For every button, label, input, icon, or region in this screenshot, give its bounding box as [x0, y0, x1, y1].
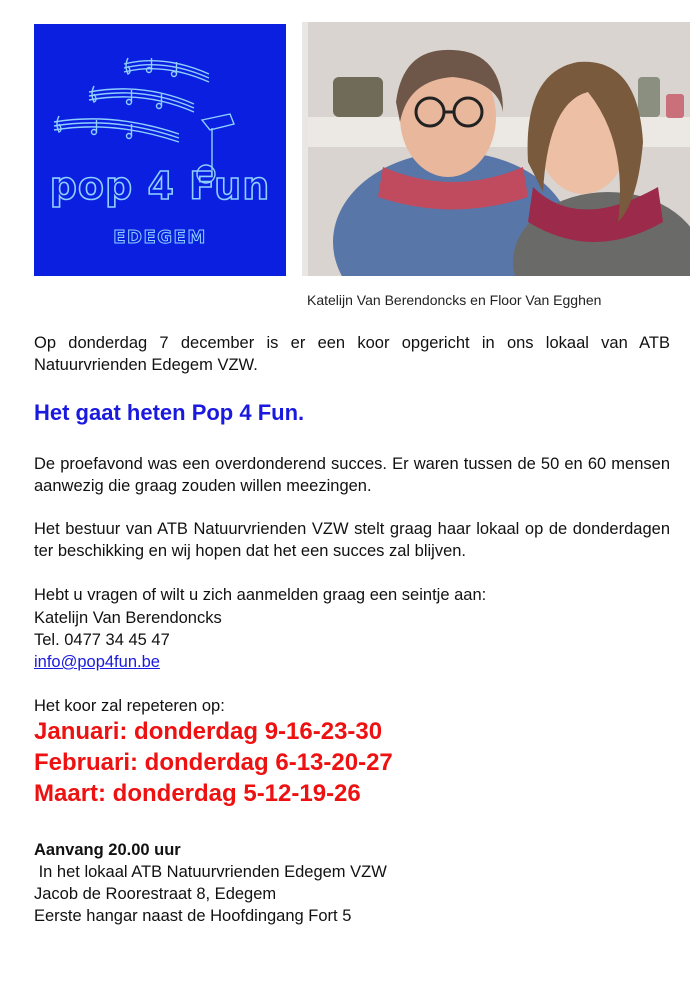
schedule-intro: Het koor zal repeteren op: — [34, 697, 225, 715]
start-time: Aanvang 20.00 uur — [34, 841, 181, 859]
street-address: Jacob de Roorestraat 8, Edegem — [34, 885, 277, 903]
headline: Het gaat heten Pop 4 Fun. — [34, 400, 305, 425]
location-hint: Eerste hangar naast de Hoofdingang Fort 5 — [34, 907, 352, 925]
venue: In het lokaal ATB Natuurvrienden Edegem VZW — [34, 863, 387, 881]
contact-name: Katelijn Van Berendoncks — [34, 609, 222, 627]
logo-title: pop 4 Fun — [49, 164, 271, 208]
photo — [302, 22, 690, 276]
logo-subtitle: EDEGEM — [113, 227, 207, 248]
photo-caption: Katelijn Van Berendoncks en Floor Van Egghen — [307, 292, 602, 308]
schedule-february: Februari: donderdag 6-13-20-27 — [34, 749, 393, 776]
contact-email-link[interactable]: info@pop4fun.be — [34, 653, 160, 671]
contact-email-row — [34, 651, 160, 673]
schedule-march: Maart: donderdag 5-12-19-26 — [34, 780, 361, 807]
intro-paragraph: Op donderdag 7 december is er een koor opgericht in ons lokaal van ATB Natuurvrienden Edegem VZW. — [34, 334, 670, 374]
board-paragraph: Het bestuur van ATB Natuurvrienden VZW stelt graag haar lokaal op de donderdagen ter beschikking en wij hopen dat het een succes zal blijven. — [34, 520, 670, 560]
pop4fun-logo — [34, 24, 286, 276]
portrait-photo — [308, 22, 690, 276]
success-paragraph: De proefavond was een overdonderend succes. Er waren tussen de 50 en 60 mensen aanwezig die graag zouden willen meezingen. — [34, 455, 670, 495]
contact-phone: Tel. 0477 34 45 47 — [34, 631, 170, 649]
contact-intro: Hebt u vragen of wilt u zich aanmelden graag een seintje aan: — [34, 586, 487, 604]
schedule-january: Januari: donderdag 9-16-23-30 — [34, 718, 383, 745]
